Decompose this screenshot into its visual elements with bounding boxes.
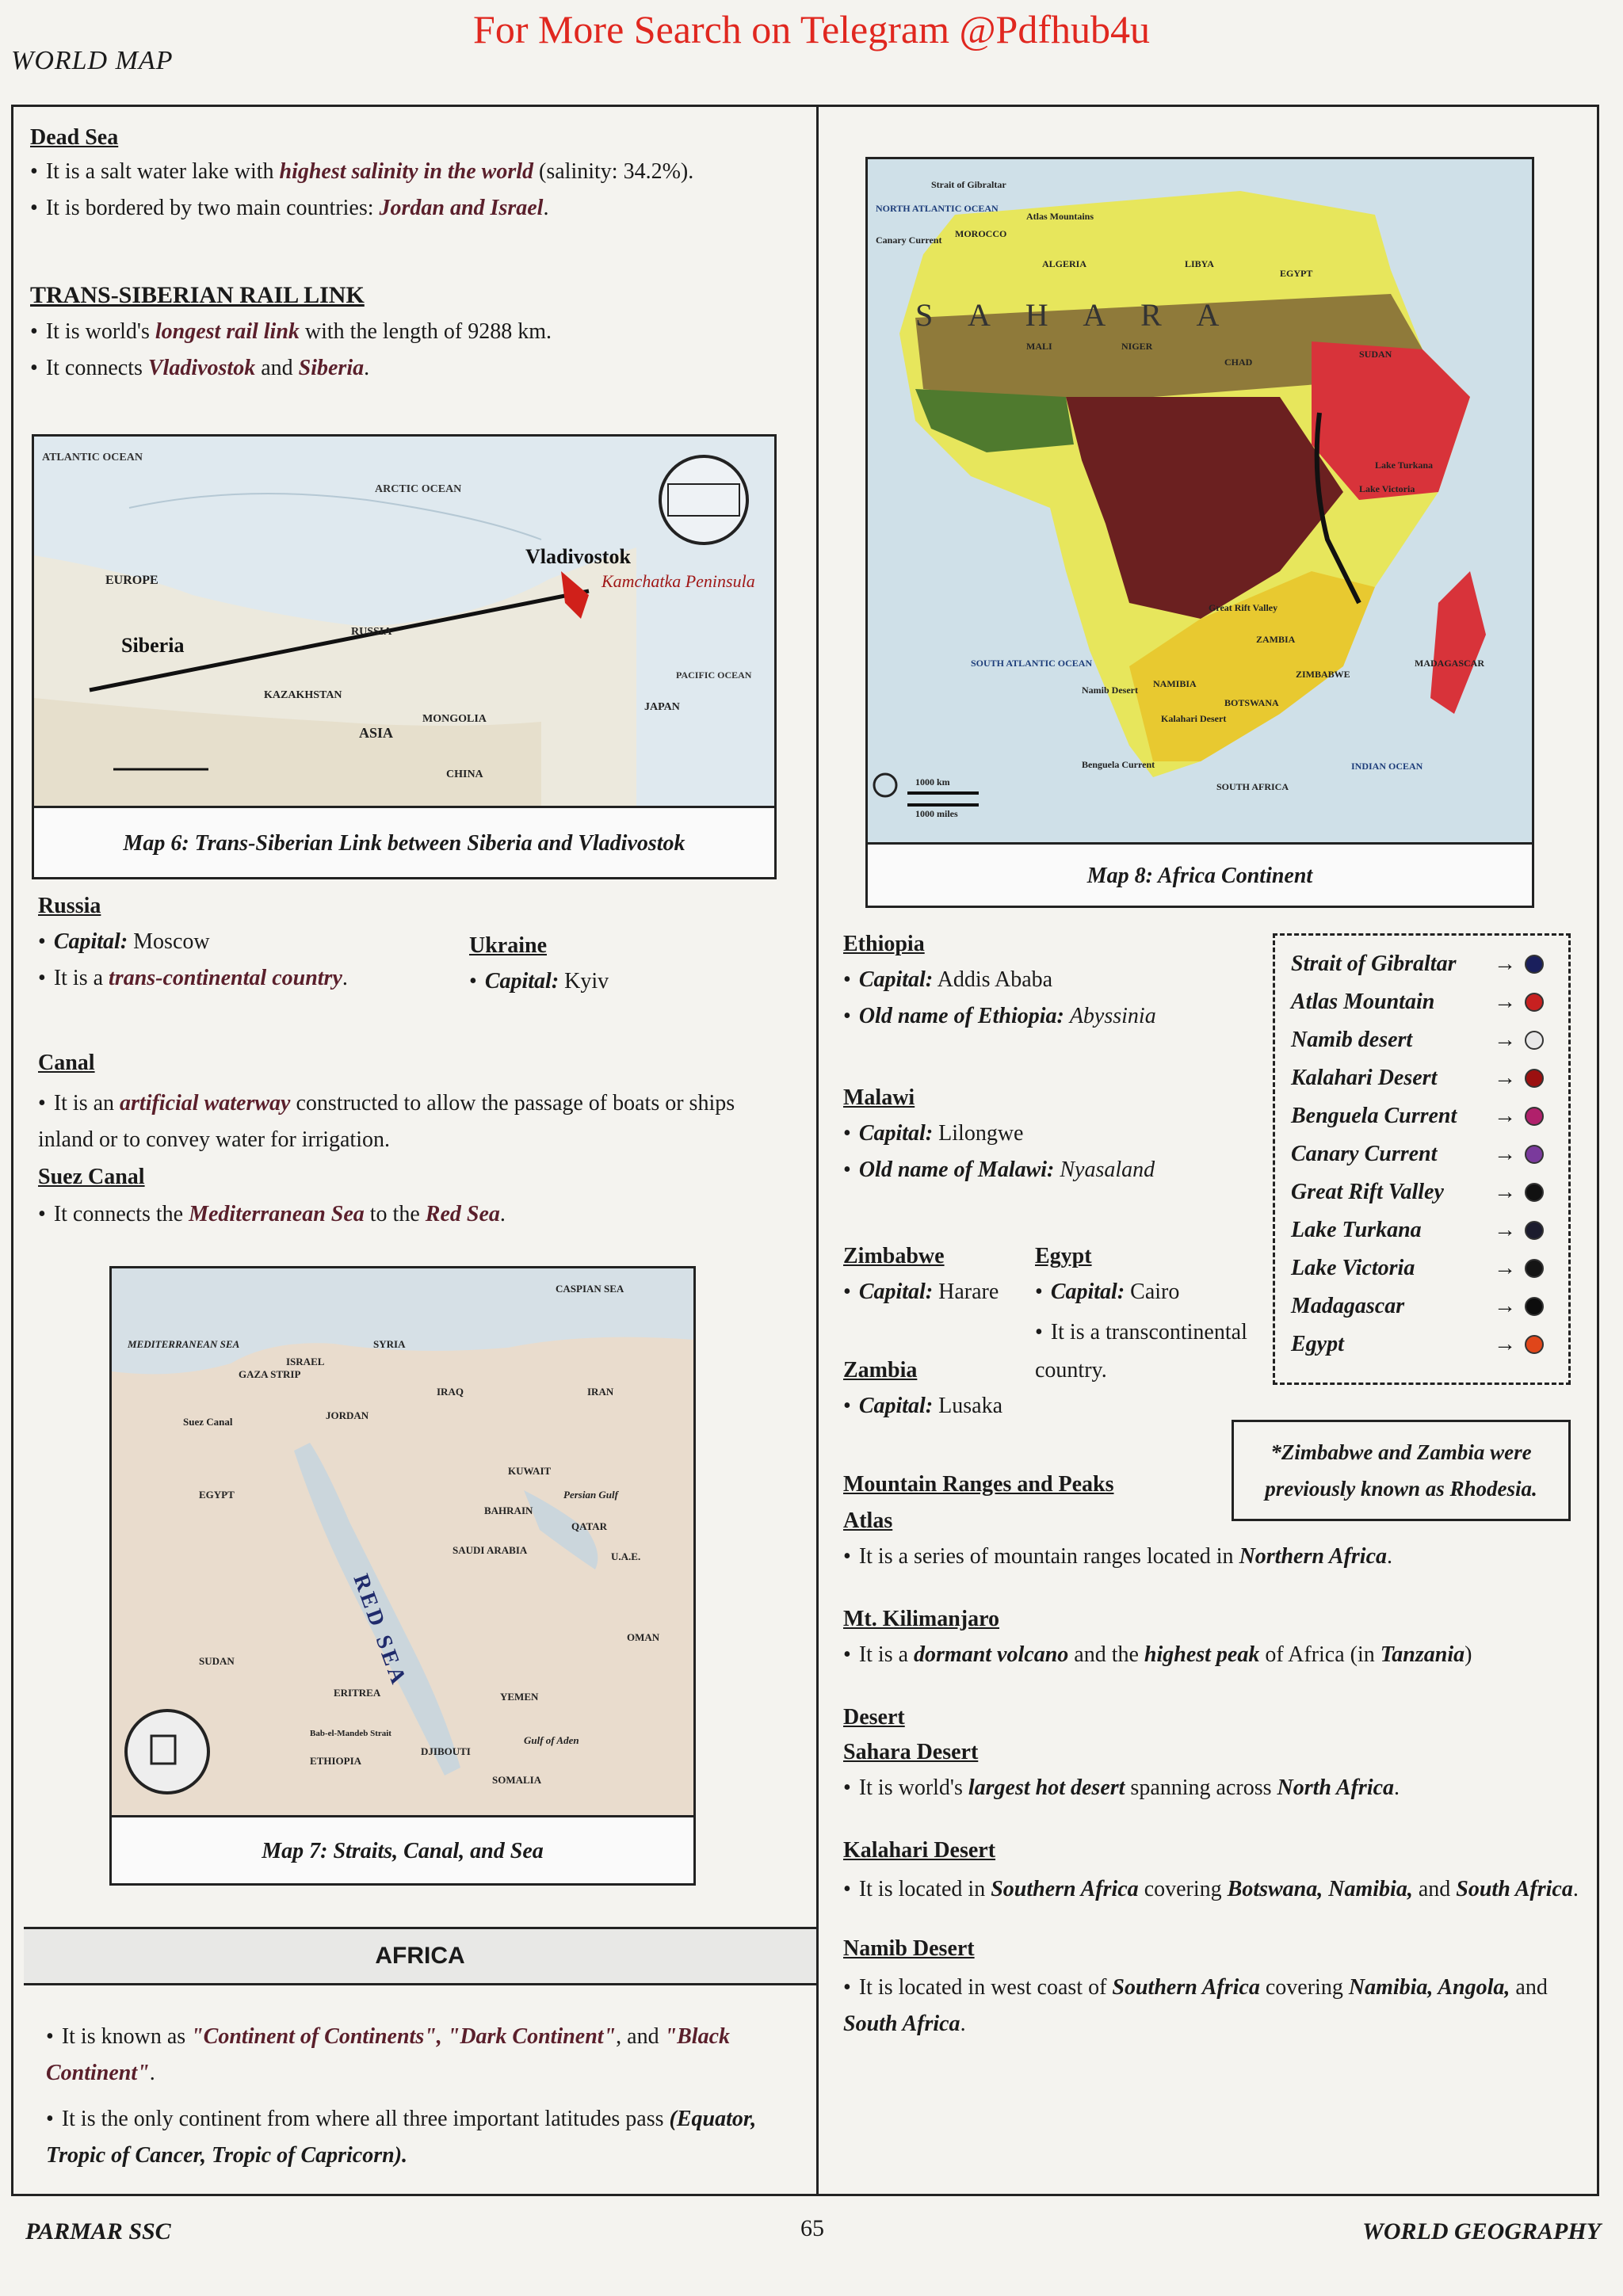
arrow-right-icon: → <box>1494 1180 1516 1204</box>
map-6-image <box>34 437 774 806</box>
dead-sea-bullet-1: • It is a salt water lake with highest salinity in the world (salinity: 34.2%). <box>30 159 694 184</box>
trans-siberian-heading: TRANS-SIBERIAN RAIL LINK <box>30 282 365 308</box>
map7-label-syria: SYRIA <box>373 1338 406 1350</box>
column-divider <box>816 105 819 2196</box>
dead-sea-heading: Dead Sea <box>30 125 119 150</box>
running-head: WORLD MAP <box>11 46 174 75</box>
desert-heading: Desert <box>843 1705 905 1730</box>
map-8-caption: Map 8: Africa Continent <box>1086 864 1313 888</box>
map6-label-arctic: ARCTIC OCEAN <box>375 483 462 495</box>
watermark: For More Search on Telegram @Pdfhub4u <box>473 7 1150 51</box>
map6-label-russia: RUSSIA <box>351 626 392 638</box>
russia-section <box>38 894 450 994</box>
map7-label-israel: ISRAEL <box>286 1356 325 1367</box>
map-6-caption: Map 6: Trans-Siberian Link between Siberia and Vladivostok <box>123 831 685 856</box>
legend-item <box>1291 1287 1552 1325</box>
map7-label-qatar: QATAR <box>571 1520 608 1532</box>
map-7-image <box>112 1268 693 1815</box>
arrow-right-icon: → <box>1494 1218 1516 1242</box>
arrow-right-icon: → <box>1494 952 1516 976</box>
map7-label-caspian: CASPIAN SEA <box>556 1283 624 1295</box>
map7-label-oman: OMAN <box>627 1631 660 1643</box>
ethiopia-heading: Ethiopia <box>843 932 925 956</box>
suez-heading: Suez Canal <box>38 1165 145 1189</box>
map-8-box <box>865 157 1534 908</box>
trans-siberian-bullet-2: • It connects Vladivostok and Siberia. <box>30 356 370 380</box>
map7-label-saudi: SAUDI ARABIA <box>453 1544 528 1556</box>
arrow-right-icon: → <box>1494 1294 1516 1318</box>
legend-item <box>1291 1135 1552 1173</box>
map8-label-namib: Namib Desert <box>1082 685 1138 696</box>
map8-label-atlas: Atlas Mountains <box>1026 211 1094 222</box>
map-8-image <box>868 159 1532 842</box>
map8-label-libya: LIBYA <box>1185 258 1214 269</box>
map7-label-djibouti: DJIBOUTI <box>421 1745 471 1757</box>
map7-label-iran: IRAN <box>587 1386 614 1398</box>
legend-dot-icon <box>1525 1107 1544 1126</box>
africa-heading-bar <box>24 1927 816 1985</box>
map7-label-iraq: IRAQ <box>437 1386 464 1398</box>
arrow-right-icon: → <box>1494 1028 1516 1052</box>
map8-label-north-atlantic: NORTH ATLANTIC OCEAN <box>876 203 999 214</box>
arrow-right-icon: → <box>1494 1066 1516 1090</box>
map8-label-morocco: MOROCCO <box>955 228 1007 239</box>
mountains-heading: Mountain Ranges and Peaks <box>843 1472 1114 1497</box>
map8-label-victoria: Lake Victoria <box>1359 483 1415 494</box>
map8-label-botswana: BOTSWANA <box>1224 697 1279 708</box>
malawi-heading: Malawi <box>843 1085 915 1110</box>
map7-label-persian: Persian Gulf <box>563 1489 618 1501</box>
legend-label: Atlas Mountain <box>1291 990 1435 1014</box>
map8-label-kalahari: Kalahari Desert <box>1161 713 1227 724</box>
map8-label-scale2: 1000 miles <box>915 808 958 819</box>
map-7-caption: Map 7: Straits, Canal, and Sea <box>262 1839 544 1863</box>
legend-label: Egypt <box>1291 1332 1344 1356</box>
atlas-heading: Atlas <box>843 1508 893 1533</box>
sahara-bullet-1: • It is world's largest hot desert spanning across North Africa. <box>843 1775 1400 1800</box>
ukraine-capital: • Capital: Kyiv <box>469 969 609 994</box>
legend-label: Canary Current <box>1291 1142 1438 1166</box>
africa-bullet-2: • It is the only continent from where all three important latitudes pass (Equator, Tropic of Cancer, Tropic of Capricorn). <box>46 2107 757 2168</box>
map7-label-kuwait: KUWAIT <box>508 1465 552 1477</box>
legend-label: Lake Victoria <box>1291 1256 1415 1280</box>
map8-label-zambia: ZAMBIA <box>1256 634 1296 645</box>
arrow-right-icon: → <box>1494 1332 1516 1356</box>
zimbabwe-section <box>843 1244 1033 1307</box>
egypt-capital: • Capital: Cairo <box>1035 1280 1180 1304</box>
map-legend <box>1273 933 1571 1385</box>
legend-dot-icon <box>1525 1259 1544 1278</box>
map7-label-bahrain: BAHRAIN <box>484 1505 533 1516</box>
suez-bullet-1: • It connects the Mediterranean Sea to the Red Sea. <box>38 1202 506 1226</box>
map7-label-babel: Bab-el-Mandeb Strait <box>310 1729 391 1738</box>
atlas-bullet-1: • It is a series of mountain ranges located in Northern Africa. <box>843 1544 1392 1569</box>
legend-item <box>1291 945 1552 983</box>
legend-item <box>1291 1211 1552 1249</box>
map6-label-mongolia: MONGOLIA <box>422 713 487 725</box>
ukraine-section <box>469 933 786 997</box>
map8-label-indian: INDIAN OCEAN <box>1351 761 1423 772</box>
rhodesia-note-text: *Zimbabwe and Zambia were previously known as Rhodesia. <box>1265 1440 1537 1501</box>
zambia-section <box>843 1358 1033 1421</box>
legend-item <box>1291 1059 1552 1097</box>
map7-label-med: MEDITERRANEAN SEA <box>128 1338 240 1350</box>
map6-label-atlantic: ATLANTIC OCEAN <box>42 452 143 463</box>
map7-label-uae: U.A.E. <box>611 1550 641 1562</box>
ukraine-heading: Ukraine <box>469 933 547 958</box>
arrow-right-icon: → <box>1494 1104 1516 1128</box>
map7-label-somalia: SOMALIA <box>492 1774 542 1786</box>
legend-list <box>1291 945 1552 1363</box>
legend-label: Strait of Gibraltar <box>1291 952 1457 976</box>
map6-label-vladivostok: Vladivostok <box>525 545 631 568</box>
map8-label-zimbabwe: ZIMBABWE <box>1296 669 1350 680</box>
legend-label: Benguela Current <box>1291 1104 1457 1128</box>
legend-item <box>1291 983 1552 1021</box>
map8-label-turkana: Lake Turkana <box>1375 460 1434 471</box>
arrow-right-icon: → <box>1494 1256 1516 1280</box>
russia-bullet-2: • It is a trans-continental country. <box>38 966 348 990</box>
legend-dot-icon <box>1525 1031 1544 1050</box>
legend-item <box>1291 1173 1552 1211</box>
map7-label-egypt: EGYPT <box>199 1489 235 1501</box>
malawi-old-name: • Old name of Malawi: Nyasaland <box>843 1158 1155 1182</box>
legend-dot-icon <box>1525 1335 1544 1354</box>
map6-label-europe: EUROPE <box>105 574 158 587</box>
map7-label-ethiopia: ETHIOPIA <box>310 1755 362 1767</box>
map8-label-scale1: 1000 km <box>915 776 950 788</box>
africa-bullet-1: • It is known as "Continent of Continents", "Dark Continent", and "Black Continent". <box>46 2024 731 2085</box>
map8-label-sahara: S A H A R A <box>915 297 1234 333</box>
legend-dot-icon <box>1525 1069 1544 1088</box>
map7-label-redsea: RED SEA <box>348 1570 412 1691</box>
canal-section <box>38 1051 791 1230</box>
dead-sea-bullet-2: • It is bordered by two main countries: Jordan and Israel. <box>30 196 549 220</box>
legend-dot-icon <box>1525 1183 1544 1202</box>
canal-bullet-1: • It is an artificial waterway constructed to allow the passage of boats or ships inland or to convey water for irrigation. <box>38 1091 735 1152</box>
trans-siberian-section <box>30 282 799 383</box>
legend-item <box>1291 1325 1552 1363</box>
map8-label-namibia: NAMIBIA <box>1153 678 1197 689</box>
map8-label-sudan: SUDAN <box>1359 349 1392 360</box>
map7-label-yemen: YEMEN <box>500 1691 539 1703</box>
map8-label-rift: Great Rift Valley <box>1209 602 1278 613</box>
map7-label-sudan: SUDAN <box>199 1655 235 1667</box>
map8-label-canary: Canary Current <box>876 235 942 246</box>
page-number: 65 <box>800 2215 824 2241</box>
namib-heading: Namib Desert <box>843 1936 975 1961</box>
map8-label-mali: MALI <box>1026 341 1052 352</box>
map6-label-kazakhstan: KAZAKHSTAN <box>264 689 342 701</box>
zimbabwe-capital: • Capital: Harare <box>843 1280 999 1304</box>
legend-dot-icon <box>1525 1221 1544 1240</box>
ethiopia-old-name: • Old name of Ethiopia: Abyssinia <box>843 1004 1156 1028</box>
map6-label-pacific: PACIFIC OCEAN <box>676 669 752 681</box>
map7-label-jordan: JORDAN <box>326 1409 369 1421</box>
footer-left: PARMAR SSC <box>25 2218 171 2245</box>
russia-heading: Russia <box>38 894 101 918</box>
zambia-capital: • Capital: Lusaka <box>843 1394 1003 1418</box>
map-6-box <box>32 434 777 879</box>
legend-dot-icon <box>1525 955 1544 974</box>
legend-label: Madagascar <box>1291 1294 1405 1318</box>
kalahari-heading: Kalahari Desert <box>843 1838 996 1863</box>
egypt-bullet-2: • It is a transcontinental country. <box>1035 1320 1247 1383</box>
map8-label-benguela: Benguela Current <box>1082 759 1155 770</box>
kalahari-bullet-1: • It is located in Southern Africa covering Botswana, Namibia, and South Africa. <box>843 1877 1579 1901</box>
legend-label: Kalahari Desert <box>1291 1066 1438 1090</box>
arrow-right-icon: → <box>1494 1142 1516 1166</box>
africa-heading: AFRICA <box>375 1943 465 1969</box>
map7-label-aden: Gulf of Aden <box>524 1734 579 1746</box>
legend-label: Great Rift Valley <box>1291 1180 1444 1204</box>
egypt-heading: Egypt <box>1035 1244 1092 1268</box>
mountains-section <box>843 1472 1588 2042</box>
map6-label-asia: ASIA <box>359 725 394 741</box>
arrow-right-icon: → <box>1494 990 1516 1014</box>
legend-dot-icon <box>1525 1145 1544 1164</box>
legend-dot-icon <box>1525 993 1544 1012</box>
map8-label-gibraltar: Strait of Gibraltar <box>931 179 1006 190</box>
map8-label-south-africa: SOUTH AFRICA <box>1216 781 1289 792</box>
footer-right: WORLD GEOGRAPHY <box>1362 2218 1601 2245</box>
map8-label-algeria: ALGERIA <box>1042 258 1087 269</box>
legend-label: Lake Turkana <box>1291 1218 1422 1242</box>
map7-label-gaza: GAZA STRIP <box>239 1368 301 1380</box>
malawi-section <box>843 1085 1255 1185</box>
legend-item <box>1291 1021 1552 1059</box>
map6-label-siberia: Siberia <box>121 634 185 657</box>
zambia-heading: Zambia <box>843 1358 918 1383</box>
legend-label: Namib desert <box>1291 1028 1413 1052</box>
legend-item <box>1291 1249 1552 1287</box>
ethiopia-section <box>843 932 1255 1032</box>
map6-label-china: CHINA <box>446 769 483 780</box>
trans-siberian-bullet-1: • It is world's longest rail link with the length of 9288 km. <box>30 319 552 344</box>
namib-bullet-1: • It is located in west coast of Southern Africa covering Namibia, Angola, and South Africa. <box>843 1975 1548 2036</box>
map8-label-south-atlantic: SOUTH ATLANTIC OCEAN <box>971 658 1093 669</box>
map7-label-eritrea: ERITREA <box>334 1687 381 1699</box>
map6-label-kamchatka: Kamchatka Peninsula <box>601 571 755 591</box>
map6-label-japan: JAPAN <box>644 701 680 713</box>
map8-label-egypt: EGYPT <box>1280 268 1313 279</box>
legend-item <box>1291 1097 1552 1135</box>
map8-label-madagascar: MADAGASCAR <box>1415 658 1484 669</box>
legend-dot-icon <box>1525 1297 1544 1316</box>
africa-section <box>46 2019 791 2174</box>
map-7-box <box>109 1266 696 1886</box>
malawi-capital: • Capital: Lilongwe <box>843 1121 1024 1146</box>
map8-label-niger: NIGER <box>1121 341 1153 352</box>
kilimanjaro-bullet-1: • It is a dormant volcano and the highest peak of Africa (in Tanzania) <box>843 1642 1472 1667</box>
sahara-heading: Sahara Desert <box>843 1740 979 1764</box>
dead-sea-section <box>30 125 799 223</box>
kilimanjaro-heading: Mt. Kilimanjaro <box>843 1607 1000 1631</box>
zimbabwe-heading: Zimbabwe <box>843 1244 945 1268</box>
ethiopia-capital: • Capital: Addis Ababa <box>843 967 1053 992</box>
map8-label-chad: CHAD <box>1224 357 1253 368</box>
russia-capital: • Capital: Moscow <box>38 929 210 954</box>
egypt-section <box>1035 1244 1265 1390</box>
canal-heading: Canal <box>38 1051 95 1075</box>
map7-label-suez: Suez Canal <box>183 1416 233 1428</box>
